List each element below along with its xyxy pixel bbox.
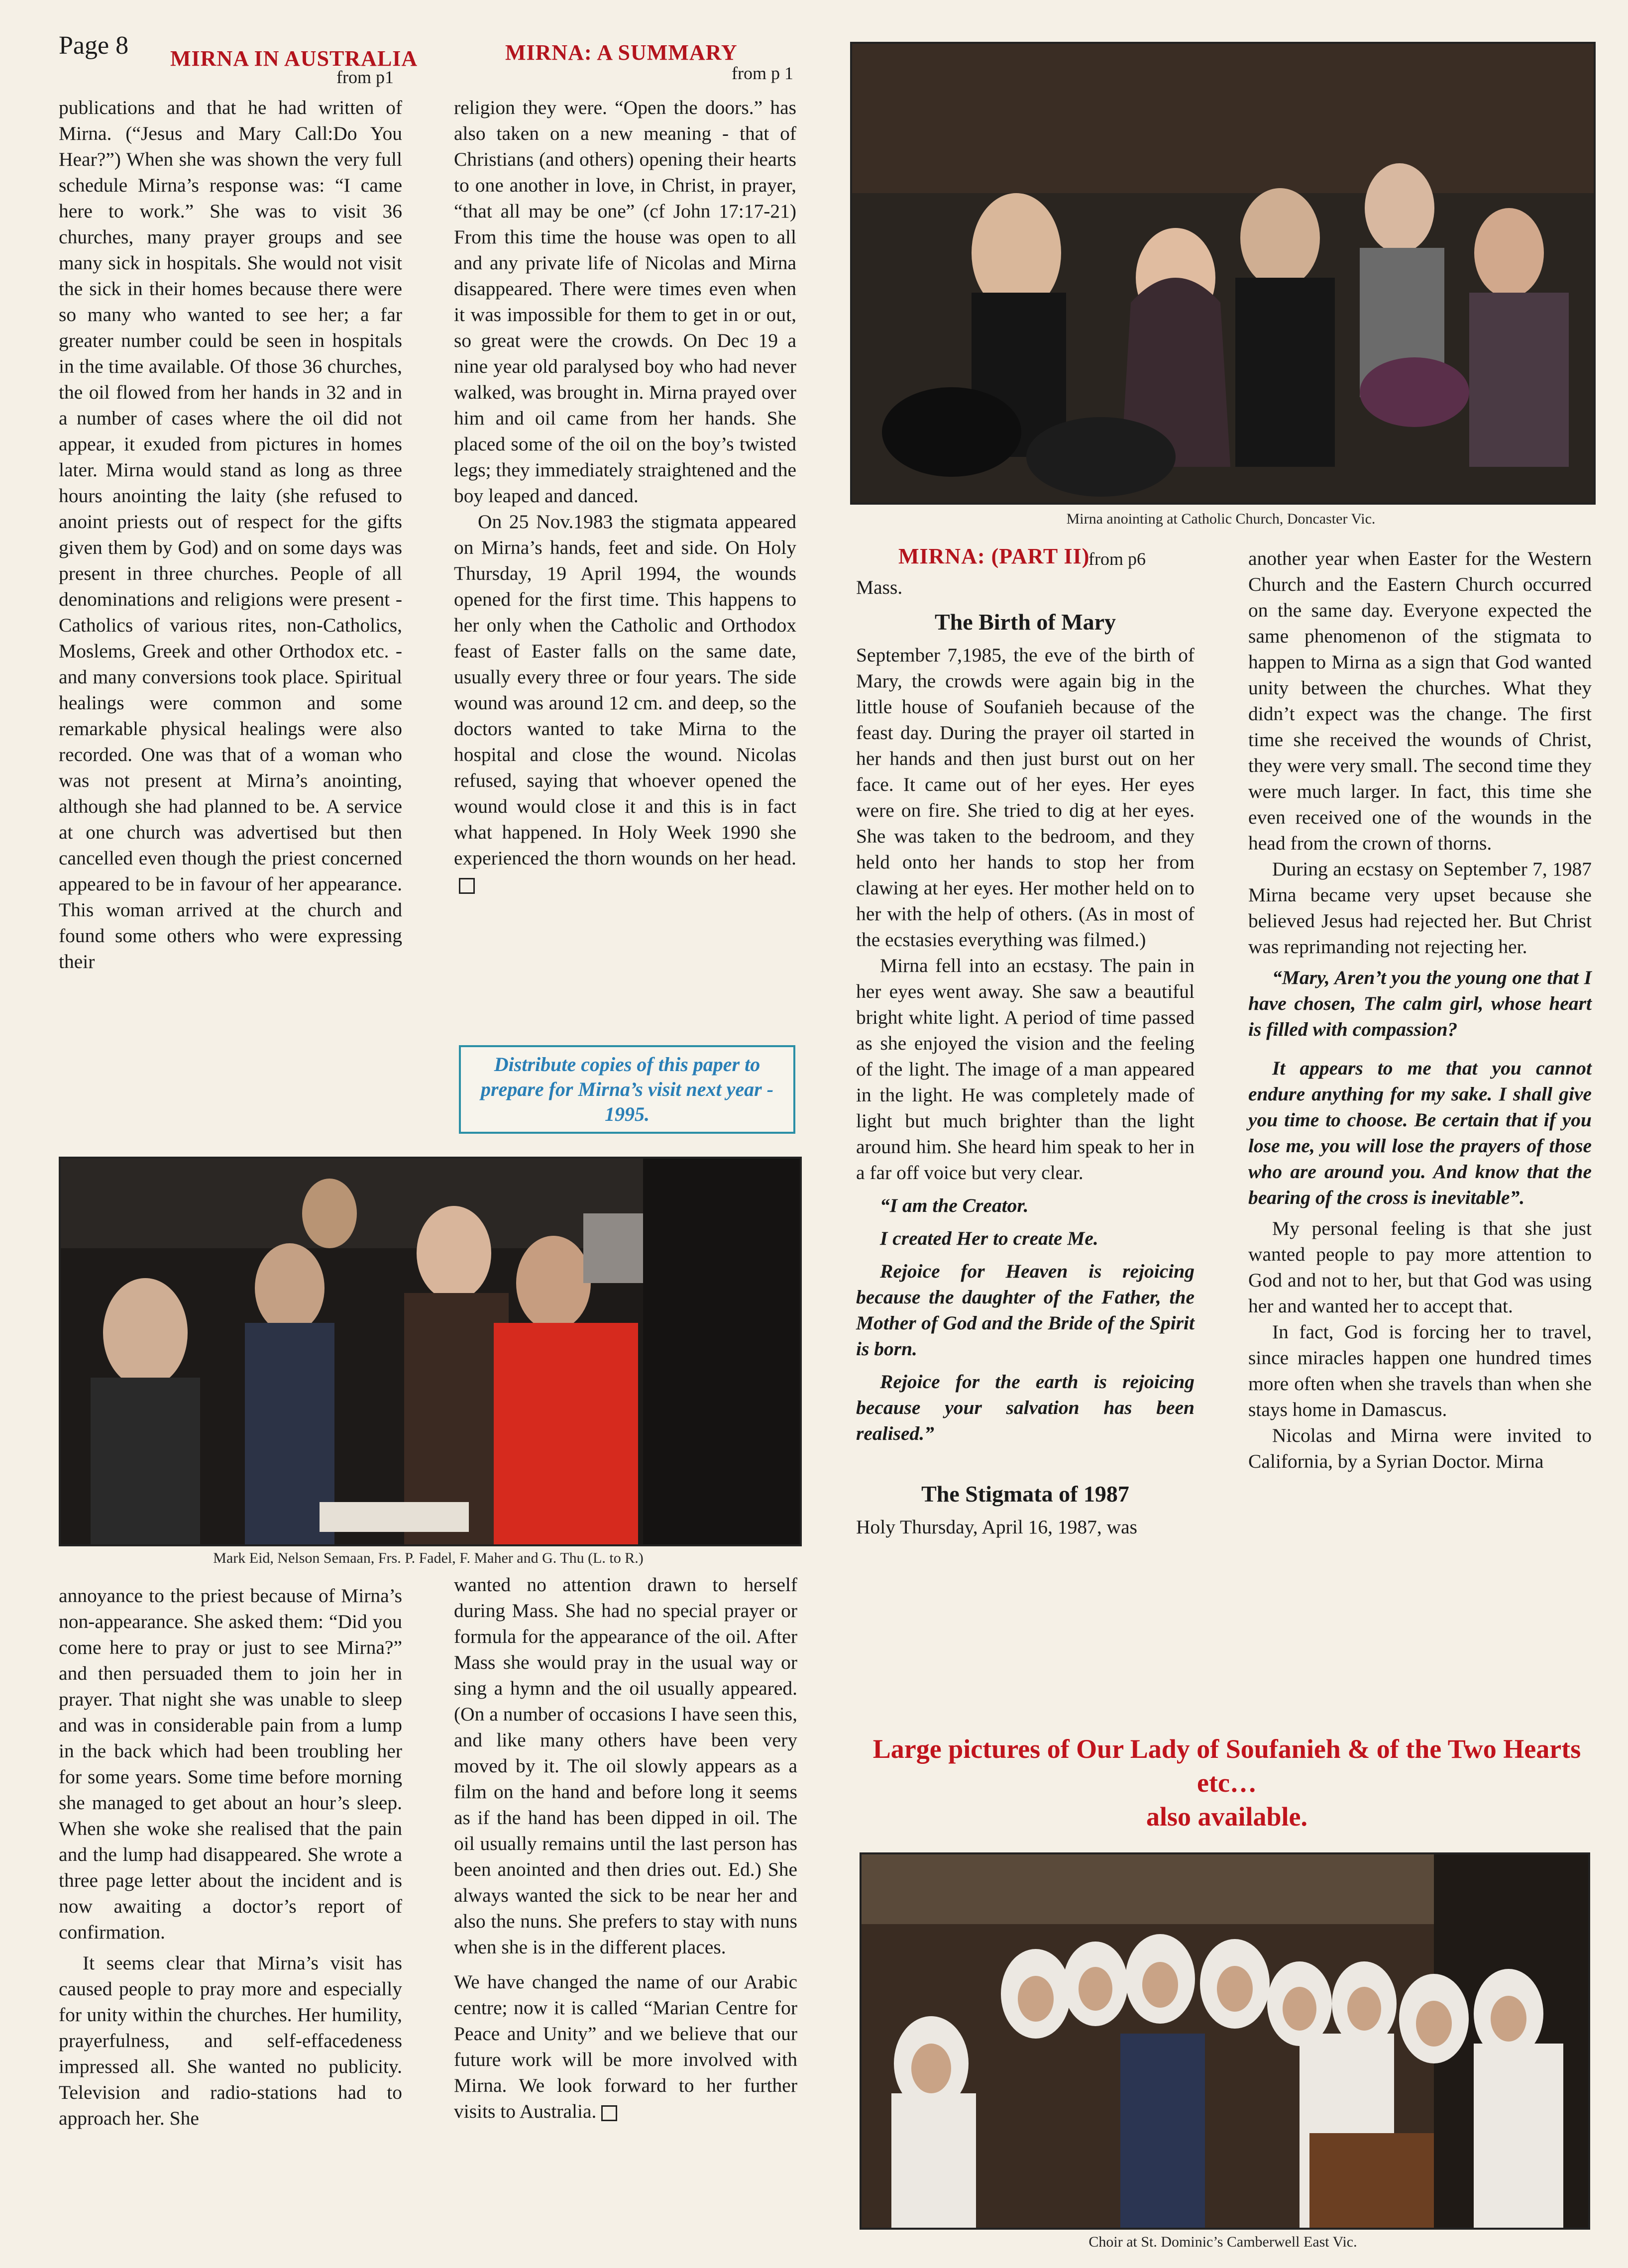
subheading-birth-of-mary: The Birth of Mary <box>934 609 1116 635</box>
col4-article <box>1248 545 1592 1474</box>
quote-rejoice-heaven: Rejoice for Heaven is rejoicing because the daughter of the Father, the Mother of God and the Bride of the Spirit is born. <box>856 1260 1194 1360</box>
col1-from-label: from p1 <box>336 67 394 87</box>
col2-paragraph-1: religion they were. “Open the doors.” has also taken on a new meaning - that of Christians (and others) opening their hearts to one another in love, in Christ, in prayer, “that all may be one” (cf John 17:17-21) From this time the house was open to all and any private life of Nicolas and Mirna disappeared. There were times even when it was impossible for them to get in or out, so great were the crowds. On Dec 19 a nine year old paralysed boy who had never walked, was brought in. Mirna prayed over him and oil came from her hands. She placed some of the oil on the boy’s twisted legs; they immediately straightened and the boy leaped and danced. <box>454 97 796 507</box>
end-mark-icon <box>459 878 475 894</box>
photo-anointing-doncaster <box>850 42 1596 505</box>
col3-heading: MIRNA: (PART II) <box>898 544 1090 568</box>
col2-heading: MIRNA: A SUMMARY <box>505 40 738 65</box>
distribute-notice: Distribute copies of this paper to prepare for Mirna’s visit next year - 1995. <box>459 1045 795 1134</box>
caption-middle-photo: Mark Eid, Nelson Semaan, Frs. P. Fadel, F. Maher and G. Thu (L. to R.) <box>213 1550 644 1566</box>
quote-appears-to-me: It appears to me that you cannot endure anything for my sake. I shall give you time to choose. Be certain that if you lose me, you will lose the prayers of those who are around you. And know that the bearing of the cross is inevitable”. <box>1248 1057 1592 1208</box>
photo-priests-group <box>59 1157 802 1546</box>
col3-paragraph-1: September 7,1985, the eve of the birth of Mary, the crowds were again big in the little house of Soufanieh because of the feast day. During the prayer oil started in her hands and then just burst out on her face. It came out of her eyes. Her eyes were on fire. She tried to dig at her eyes. She was taken to the bedroom, and they held onto her hands to stop her from clawing at her eyes. Her mother held on to her with the help of others. (As in most of the ecstasies everything was filmed.) <box>856 644 1194 951</box>
col4-paragraph-4: In fact, God is forcing her to travel, since miracles happen one hundred times more often when she travels than when she stays home in Damascus. <box>1248 1321 1592 1420</box>
col1-top-article <box>59 95 402 974</box>
col4-paragraph-5: Nicolas and Mirna were invited to California, by a Syrian Doctor. Mirna <box>1248 1424 1592 1472</box>
caption-bottom-photo: Choir at St. Dominic’s Camberwell East Vic. <box>1088 2234 1357 2250</box>
quote-rejoice-earth: Rejoice for the earth is rejoicing because your salvation has been realised.” <box>856 1371 1194 1444</box>
col4-paragraph-1: another year when Easter for the Western Church and the Eastern Church occurred on the same day. Everyone expected the same phenomenon of the stigmata to happen to Mirna as a sign that God wanted unity between the churches. What they didn’t expect was the change. The first time she received the wounds of Christ, they were very small. The second time they were much larger. In fact, this time she even received one of the wounds in the head from the crown of thorns. <box>1248 547 1592 854</box>
end-mark-icon <box>601 2105 617 2121</box>
col3-from-label: from p6 <box>1088 549 1146 569</box>
col4-paragraph-2: During an ecstasy on September 7, 1987 Mirna became very upset because she believed Jesus had rejected her. But Christ was reprimanding not rejecting her. <box>1248 858 1592 958</box>
col4-paragraph-3: My personal feeling is that she just wanted people to pay more attention to God and not to her, but that God was using her and wanted her to accept that. <box>1248 1217 1592 1317</box>
advert-line-2: also available. <box>1146 1802 1308 1832</box>
quote-created-her: I created Her to create Me. <box>880 1227 1098 1249</box>
col3-paragraph-3: Holy Thursday, April 16, 1987, was <box>856 1516 1138 1538</box>
col2-from-label: from p 1 <box>732 63 793 83</box>
quote-mary-chosen: “Mary, Aren’t you the young one that I have chosen, The calm girl, whose heart is filled with compassion? <box>1248 967 1592 1040</box>
col2-paragraph-2: On 25 Nov.1983 the stigmata appeared on Mirna’s hands, feet and side. On Holy Thursday, 19 April 1994, the wounds opened for the first time. This happens to her only when the Catholic and Orthodox feast of Easter falls on the same date, usually every three or four years. The side wound was around 12 cm. and deep, so the doctors wanted to take Mirna to the hospital and close the wound. Nicolas refused, saying that whoever opened the wound would close it and this is in fact what happened. In Holy Week 1990 she experienced the thorn wounds on her head. <box>454 509 796 897</box>
col1-top-paragraph: publications and that he had written of Mirna. (“Jesus and Mary Call:Do You Hear?”) When she was shown the very full schedule Mirna’s response was: “I came here to work.” She was to visit 36 churches, many prayer groups and see many sick in hospitals. She would not visit the sick in their homes because there were so many who wanted to see her; a far greater number could be seen in hospitals in the time available. Of those 36 churches, the oil flowed from her hands in 32 and in a number of cases where the oil did not appear, it exuded from pictures in homes later. Mirna would stand as long as three hours anointing the laity (she refused to anoint priests out of respect for the gifts given them by God) and on some days was present in three churches. People of all denominations and religions were present - Catholics of various rites, non-Catholics, Moslems, Greek and other Orthodox etc. - and many conversions took place. Spiritual healings were common and some remarkable physical healings were also recorded. One was that of a woman who was not present at Mirna’s anointing, although she had planned to be. A service at one church was advertised but then cancelled even though the priest concerned appeared to be in favour of her appearance. This woman arrived at the church and found some others who were expressing their <box>59 97 402 972</box>
advert-line-1: Large pictures of Our Lady of Soufanieh & of the Two Hearts etc… <box>872 1734 1581 1798</box>
col2-bottom-paragraph-2: We have changed the name of our Arabic centre; now it is called “Marian Centre for Peace and Unity” and we believe that our future work will be more involved with Mirna. We look forward to her further visits to Australia. <box>454 1971 797 2122</box>
col3-article <box>856 574 1194 1540</box>
quote-creator: “I am the Creator. <box>880 1194 1029 1216</box>
subheading-stigmata-1987: The Stigmata of 1987 <box>921 1481 1129 1507</box>
col2-top-article <box>454 95 796 897</box>
col3-paragraph-0: Mass. <box>856 576 903 598</box>
col1-bottom-article <box>59 1583 402 2131</box>
advert-large-pictures <box>856 1732 1598 1834</box>
col2-bottom-paragraph-1: wanted no attention drawn to herself during Mass. She had no special prayer or formula for the appearance of the oil. After Mass she would pray in the usual way or sing a hymn and the oil usually appeared. (On a number of occasions I have seen this, and like many others have been very moved by it. The oil slowly appears as a film on the hand and before long it seems as if the hand has been dipped in oil. The oil usually remains until the last person has been anointed and then dries out. Ed.) She always wanted the sick to be near her and also the nuns. She prefers to stay with nuns when she is in the different places. <box>454 1574 797 1958</box>
photo-choir-st-dominics <box>860 1852 1590 2230</box>
page-number: Page 8 <box>59 31 129 60</box>
col2-bottom-article <box>454 1572 797 2124</box>
col3-paragraph-2: Mirna fell into an ecstasy. The pain in her eyes went away. She saw a beautiful bright white light. A period of time passed as she enjoyed the vision and the feeling of the light. The image of a man appeared in the light. He was completely made of light but much brighter than the light around him. She heard him speak to her in a far off voice but very clear. <box>856 955 1194 1184</box>
caption-top-photo: Mirna anointing at Catholic Church, Doncaster Vic. <box>1066 511 1376 527</box>
col1-bottom-paragraph-2: It seems clear that Mirna’s visit has caused people to pray more and especially for unity within the churches. Her humility, prayerfulness, and self-effacedeness impressed all. She wanted no publicity. Television and radio-stations had to approach her. She <box>59 1952 402 2129</box>
col1-heading: MIRNA IN AUSTRALIA <box>170 46 418 71</box>
col1-bottom-paragraph-1: annoyance to the priest because of Mirna’s non-appearance. She asked them: “Did you come here to pray or just to see Mirna?” and then persuaded them to join her in prayer. That night she was unable to sleep and was in considerable pain from a lump in the back which had been troubling her for some years. Some time before morning she managed to get about an hour’s sleep. When she woke she realised that the pain and the lump had disappeared. She wrote a three page letter about the incident and is now awaiting a doctor’s report of confirmation. <box>59 1585 402 1943</box>
